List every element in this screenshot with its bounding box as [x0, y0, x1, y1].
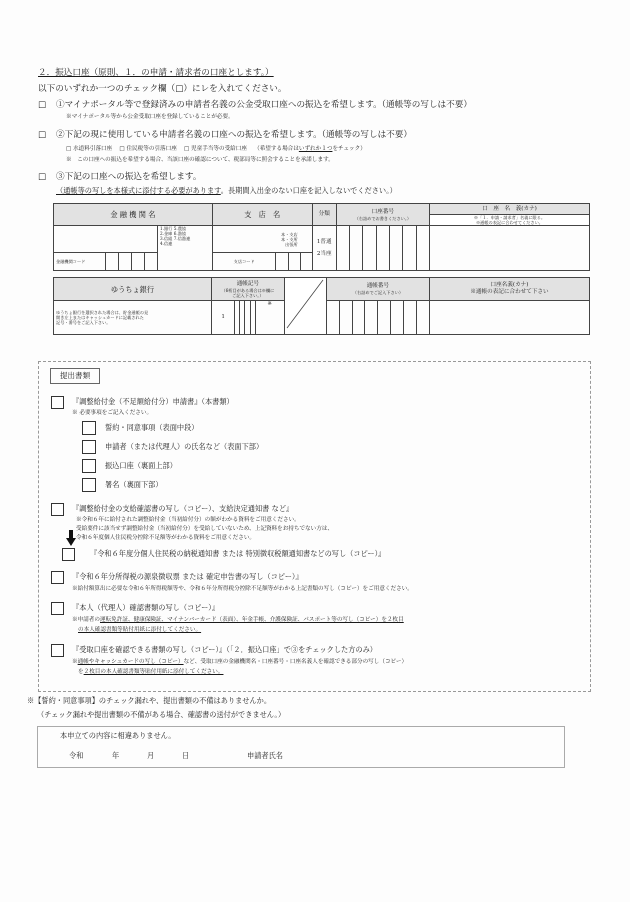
sub3-label: 振込口座（裏面上部） — [105, 461, 177, 470]
doc1-checkbox[interactable] — [51, 396, 64, 409]
year-label: 年 — [112, 751, 120, 760]
header-yucho-holder — [430, 278, 590, 301]
yucho-holder-title: 口座名義(カナ) — [490, 282, 529, 289]
option2-sub-options — [66, 146, 366, 153]
footer-warning-1: ※【誓約・同意事項】のチェック漏れや、提出書類の不備はありませんか。 — [27, 696, 272, 705]
account-digit[interactable] — [376, 226, 389, 271]
doc4-note-line2: の本人確認書類等貼付用紙に添付してください。 — [78, 627, 202, 633]
passbook-number-digit[interactable] — [352, 301, 365, 335]
bank-code-digit[interactable] — [145, 252, 158, 270]
institution-type-list — [158, 226, 213, 271]
institution-type: 3.信組 7.信漁連 — [160, 236, 191, 242]
institution-type: 4.信連 — [160, 241, 173, 247]
yucho-bank-table — [53, 277, 590, 335]
yucho-holder-input[interactable] — [430, 301, 590, 335]
doc5-note-line2-underlined: ２枚目の本人確認書類等貼付用紙に添付してください。 — [83, 669, 224, 675]
doc5-note — [72, 659, 407, 666]
sub3-checkbox[interactable] — [82, 459, 96, 473]
sub-option-child-allowance: 児童手当等の受給口座 — [191, 146, 247, 152]
option1-checkbox[interactable]: □ — [38, 100, 47, 110]
month-label: 月 — [147, 751, 155, 760]
header-account-type: 分類 — [312, 204, 336, 226]
passbook-number-digit[interactable] — [378, 301, 391, 335]
passbook-number-digit[interactable] — [365, 301, 378, 335]
documents-title: 提出書類 — [50, 368, 100, 384]
sub1-label: 誓約・同意事項（表面中段） — [105, 423, 199, 432]
passbook-symbol-note: （6桁目がある場合は※欄にご記入下さい。） — [221, 287, 275, 298]
yucho-description — [54, 301, 212, 335]
account-type-cell[interactable] — [312, 226, 336, 271]
day-label: 日 — [182, 751, 190, 760]
doc2-note: ※令和６年に給付された調整給付金（当初給付分）の額がわかる資料をご用意ください。 — [76, 517, 300, 523]
yucho-desc-line: ゆうちょ銀行を選択された場合は、貯金通帳の見 — [56, 310, 149, 316]
account-type-ordinary: 1普通 — [316, 238, 332, 245]
institution-type: 2.金庫 6.漁協 — [160, 231, 187, 237]
holder-note-2: ※通帳の表記に合わせてください。 — [430, 220, 589, 225]
sub-option-checkbox[interactable]: □ — [66, 146, 74, 152]
bank-code-digit[interactable] — [119, 252, 132, 270]
branch-code-digit[interactable] — [276, 252, 288, 270]
doc4-note-prefix: ※申請者の — [72, 617, 100, 623]
branch-code-digit[interactable] — [300, 252, 312, 270]
sub-note-underlined: いずれか１つ — [298, 146, 333, 152]
branch-type: 本・支店 — [280, 231, 298, 237]
passbook-number-digit[interactable] — [326, 301, 339, 335]
yucho-desc-line: 開き左上またはキャッシュカードに記載された — [56, 315, 144, 321]
doc2-label: 『調整給付金の支給確認書の写し（コピー）、支給決定通知書 など』 — [72, 504, 294, 513]
footer-warning-2: （チェック漏れや提出書類の不備がある場合、確認書の送付ができません。） — [37, 710, 286, 719]
sub-option-water: 水道料引落口座 — [73, 146, 113, 152]
sub4-checkbox[interactable] — [82, 478, 96, 492]
option2-checkbox[interactable]: □ — [38, 130, 47, 140]
passbook-number-title: 通帳番号 — [366, 283, 390, 290]
branch-type: 出張所 — [285, 241, 298, 247]
doc2-note: 令和６年度個人住民税分控除不足額等がわかる資料をご用意ください。 — [76, 535, 256, 541]
passbook-number-digit[interactable] — [404, 301, 417, 335]
doc5-note-rest: など、受取口座の金融機関名・口座番号・口座名義人を確認できる部分の写し（コピー） — [183, 659, 408, 665]
header-passbook-number — [326, 278, 429, 301]
doc5-note-prefix: ※ — [72, 659, 78, 665]
doc1-label: 『調整給付金（不足額給付分）申請書』（本書類） — [72, 397, 234, 406]
diagonal-line — [285, 278, 325, 330]
doc5-checkbox[interactable] — [51, 644, 64, 657]
bank-account-table — [53, 203, 590, 271]
account-number-note: （右詰めでお書きください。） — [354, 215, 412, 221]
account-digit[interactable] — [350, 226, 363, 271]
account-digit[interactable] — [403, 226, 416, 271]
option2-note: ※ この口座への振込を希望する場合、当該口座の確認について、税部局等に照会することを承諾します。 — [66, 157, 334, 163]
header-passbook-symbol — [212, 278, 285, 301]
sub4-label: 署名（裏面下部） — [105, 480, 163, 489]
diagonal-blank-cell — [284, 278, 326, 335]
option1-note: ※マイナポータル等から公金受取口座を登録していることが必要。 — [66, 114, 234, 120]
bank-code-digit[interactable] — [106, 252, 119, 270]
sub-option-checkbox[interactable]: □ — [119, 146, 127, 152]
sub-option-checkbox[interactable]: □ — [183, 146, 192, 152]
doc5-note-line2 — [78, 669, 223, 676]
branch-code-digit[interactable] — [288, 252, 300, 270]
passbook-number-digit[interactable] — [339, 301, 352, 335]
account-type-current: 2当座 — [316, 250, 332, 257]
instruction-text: 以下のいずれか一つのチェック欄（□）にレを入れてください。 — [38, 84, 287, 94]
doc4-note-underlined: 運転免許証、健康保険証、マイナンバーカード（表面）、年金手帳、介護保険証、パスポート等の写し（コピー）を２枚目 — [99, 617, 404, 623]
bank-code-label: 金融機関コード — [54, 252, 106, 270]
option3-note — [56, 186, 397, 195]
account-digit[interactable] — [389, 226, 402, 271]
doc5-note-line2-prefix: を — [78, 669, 84, 675]
passbook-number-digit[interactable] — [417, 301, 430, 335]
bank-name-input[interactable] — [54, 226, 158, 252]
doc4-label: 『本人（代理人）確認書類の写し（コピー）』 — [72, 603, 220, 612]
option3-checkbox[interactable]: □ — [38, 172, 47, 182]
sub-note-prefix: （希望する場合は — [254, 146, 299, 152]
option1-label: ①マイナポータル等で登録済みの申請者名義の公金受取口座への振込を希望します。（通帳等の写しは不要） — [56, 100, 472, 110]
doc3-note: ※給付額算出に必要な令和６年所得税額等や、令和６年分所得税分控除不足額等がわかる上記書類の写し（コピー）をご用意ください。 — [72, 586, 413, 592]
doc4-checkbox[interactable] — [51, 602, 64, 615]
passbook-number-digit[interactable] — [391, 301, 404, 335]
doc2-alt-label: 『令和６年度分個人住民税の納税通知書 または 特別徴収税額通知書などの写し（コピー）』 — [90, 549, 386, 558]
header-branch-name: 支 店 名 — [212, 204, 312, 226]
passbook-symbol-prefilled: 1 — [212, 301, 235, 335]
account-digit[interactable] — [363, 226, 376, 271]
header-account-number — [336, 204, 429, 226]
branch-type: 本・支所 — [280, 236, 298, 242]
doc5-label: 『受取口座を確認できる書類の写し（コピー）』（「２．振込口座」で③をチェックした方のみ） — [72, 645, 377, 654]
doc3-checkbox[interactable] — [51, 571, 64, 584]
account-digit[interactable] — [336, 226, 349, 271]
institution-type: 1.銀行 5.農協 — [160, 226, 187, 232]
account-number-title: 口座番号 — [371, 208, 395, 215]
era-label: 令和 — [69, 751, 84, 760]
doc2-alt-checkbox[interactable] — [62, 548, 75, 561]
option2-label: ②下記の現に使用している申請者名義の口座への振込を希望します。（通帳等の写しは不要） — [56, 130, 412, 140]
option3-note-underlined: （通帳等の写しを本様式に添付する必要があります — [56, 186, 221, 195]
applicant-name-label: 申請者氏名 — [247, 751, 283, 760]
sub-note-suffix: をチェック） — [332, 146, 366, 152]
header-account-holder — [430, 204, 590, 226]
branch-code-label: 支店コード — [212, 252, 276, 270]
declaration-text: 本申立ての内容に相違ありません。 — [60, 731, 176, 740]
sub-option-residence-tax: 住民税等の引落口座 — [126, 146, 177, 152]
passbook-symbol-sixth-digit[interactable]: ※ — [255, 301, 284, 335]
passbook-symbol-title: 通帳記号 — [236, 280, 260, 287]
account-holder-input[interactable] — [430, 226, 590, 271]
doc3-label: 『令和６年分所得税の源泉徴収票 または 確定申告書の写し（コピー）』 — [72, 572, 303, 581]
header-yucho: ゆうちょ銀行 — [54, 278, 212, 301]
sub2-checkbox[interactable] — [82, 440, 96, 454]
doc2-note: 受給要件に該当せず調整給付金（当初給付分）を受給していないため、上記資料をお持ちでない方は、 — [76, 526, 334, 532]
account-digit[interactable] — [416, 226, 429, 271]
down-arrow-icon — [66, 530, 76, 546]
branch-name-input[interactable] — [212, 226, 312, 252]
header-bank-name: 金 融 機 関 名 — [54, 204, 213, 226]
passbook-number-note: （右詰めでご記入下さい） — [352, 290, 404, 296]
section-heading: ２．振込口座（原則、１．の申請・請求者の口座とします。） — [38, 68, 274, 78]
sub1-checkbox[interactable] — [82, 421, 96, 435]
yucho-holder-note: ※通帳の表記に合わせて下さい — [470, 289, 549, 296]
yucho-desc-line: 記号・番号をご記入下さい。 — [56, 320, 111, 326]
doc4-note — [72, 617, 404, 624]
doc1-note: ※ 必要事項をご記入ください。 — [72, 410, 153, 416]
option3-note-rest: 。長期間入出金のない口座を記入しないでください。） — [220, 186, 397, 195]
sub2-label: 申請者（または代理人）の氏名など（表面下部） — [105, 442, 264, 451]
doc5-note-underlined: 通帳やキャッシュカードの写し（コピー） — [77, 659, 184, 665]
option3-label: ③下記の口座への振込を希望します。 — [56, 172, 202, 182]
bank-code-digit[interactable] — [132, 252, 145, 270]
doc2-checkbox[interactable] — [51, 503, 64, 516]
holder-note-1: ※「１．申請・請求者」名義に限る。 — [430, 215, 589, 220]
account-holder-title: 口 座 名 義(カナ) — [430, 205, 589, 215]
